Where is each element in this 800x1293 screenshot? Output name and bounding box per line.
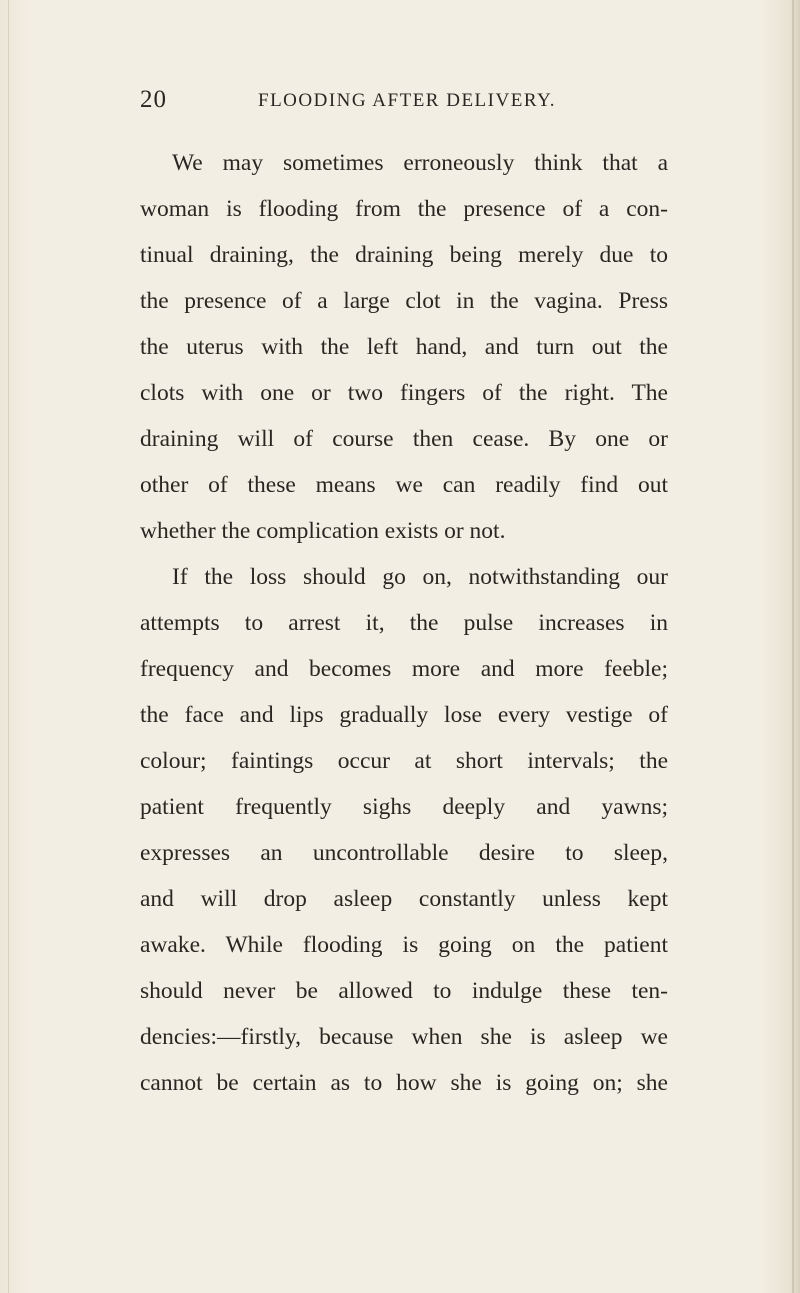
text-line: expresses an uncontrollable desire to sleep, <box>140 840 668 866</box>
binding-edge <box>8 0 9 1293</box>
text-line: should never be allowed to indulge these ten- <box>140 978 668 1004</box>
text-line: clots with one or two fingers of the right. The <box>140 380 668 406</box>
text-line: draining will of course then cease. By one or <box>140 426 668 452</box>
text-line: the uterus with the left hand, and turn out the <box>140 334 668 360</box>
text-line: colour; faintings occur at short intervals; the <box>140 748 668 774</box>
text-line: and will drop asleep constantly unless kept <box>140 886 668 912</box>
text-line: cannot be certain as to how she is going on; she <box>140 1070 668 1096</box>
text-line: We may sometimes erroneously think that a <box>172 150 668 176</box>
text-line: awake. While flooding is going on the patient <box>140 932 668 958</box>
text-line: the face and lips gradually lose every vestige of <box>140 702 668 728</box>
running-head: FLOODING AFTER DELIVERY. <box>258 90 556 111</box>
text-line: attempts to arrest it, the pulse increases in <box>140 610 668 636</box>
text-line: woman is flooding from the presence of a con- <box>140 196 668 222</box>
text-line: frequency and becomes more and more feeble; <box>140 656 668 682</box>
text-line: tinual draining, the draining being merely due to <box>140 242 668 268</box>
page-number: 20 <box>140 86 167 113</box>
text-line: other of these means we can readily find out <box>140 472 668 498</box>
text-line: If the loss should go on, notwithstanding our <box>172 564 668 590</box>
body-text <box>140 140 668 1106</box>
page-header <box>0 86 800 122</box>
text-line: dencies:—firstly, because when she is asleep we <box>140 1024 668 1050</box>
text-line: whether the complication exists or not. <box>140 518 506 544</box>
page-edge <box>792 0 794 1293</box>
text-line: the presence of a large clot in the vagina. Press <box>140 288 668 314</box>
text-line: patient frequently sighs deeply and yawns; <box>140 794 668 820</box>
